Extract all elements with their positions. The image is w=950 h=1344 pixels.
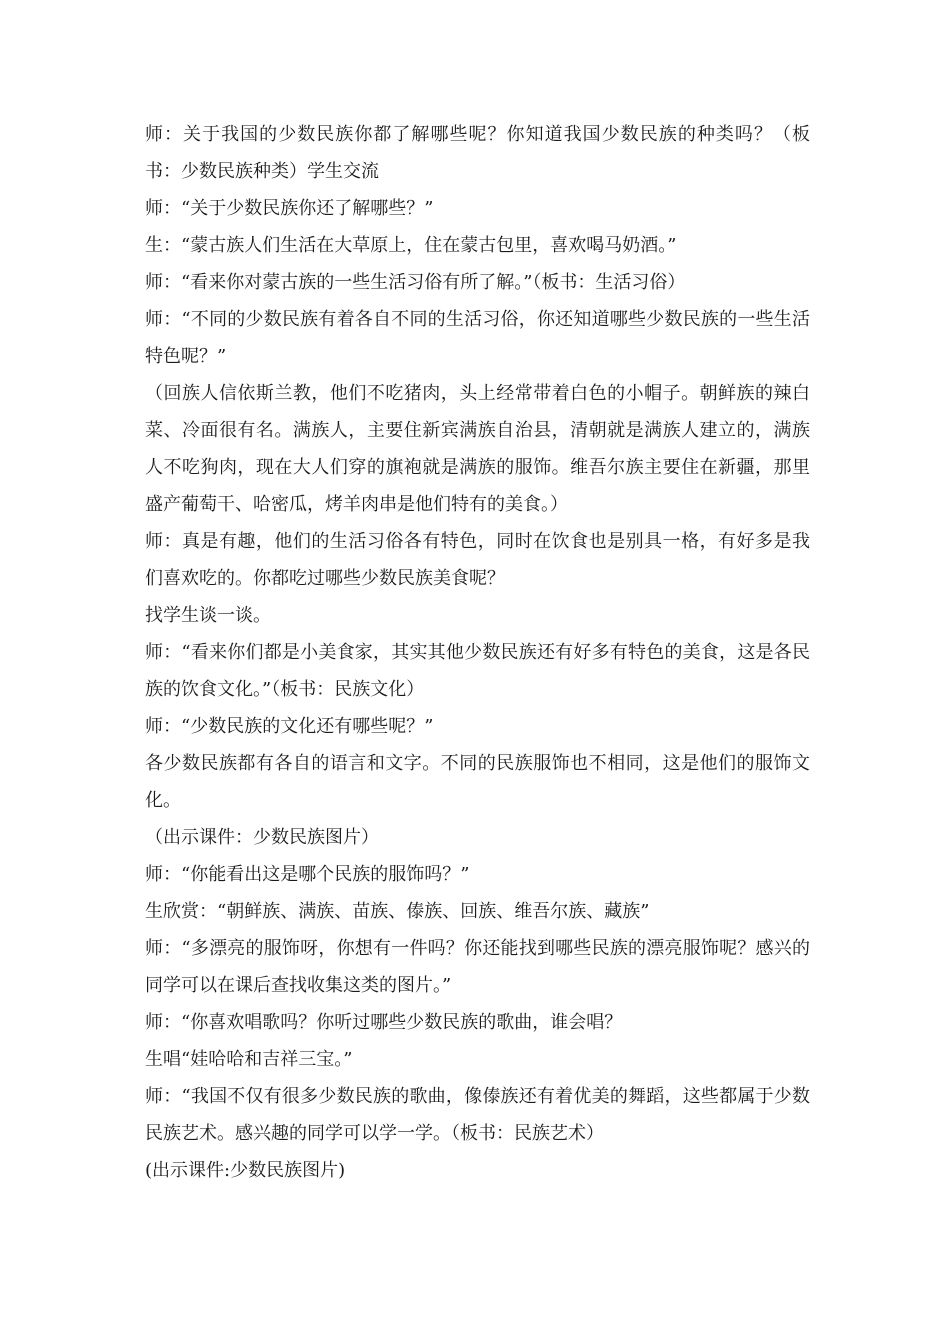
paragraph-show-slides-2: (出示课件:少数民族图片) bbox=[145, 1160, 346, 1181]
paragraph-teacher-question-minorities: 师：关于我国的少数民族你都了解哪些呢？你知道我国少数民族的种类吗？（板书：少数民族种类）学生交流 bbox=[145, 124, 810, 182]
paragraph-language-clothing: 各少数民族都有各自的语言和文字。不同的民族服饰也不相同，这是他们的服饰文化。 bbox=[145, 753, 810, 811]
document-body bbox=[145, 116, 810, 1189]
paragraph-student-talk: 找学生谈一谈。 bbox=[145, 605, 271, 626]
paragraph-teacher-songs: 师：“你喜欢唱歌吗？你听过哪些少数民族的歌曲，谁会唱？ bbox=[145, 1012, 623, 1033]
paragraph-teacher-clothing-question: 师：“你能看出这是哪个民族的服饰吗？” bbox=[145, 864, 470, 885]
paragraph-teacher-customs: 师：“看来你对蒙古族的一些生活习俗有所了解。”（板书：生活习俗） bbox=[145, 272, 686, 293]
paragraph-teacher-food: 师：真是有趣，他们的生活习俗各有特色，同时在饮食也是别具一格，有好多是我们喜欢吃的。你都吃过哪些少数民族美食呢？ bbox=[145, 531, 810, 589]
paragraph-teacher-art: 师：“我国不仅有很多少数民族的歌曲，像傣族还有着优美的舞蹈，这些都属于少数民族艺术。感兴趣的同学可以学一学。（板书：民族艺术） bbox=[145, 1086, 810, 1144]
paragraph-teacher-features: 师：“不同的少数民族有着各自不同的生活习俗，你还知道哪些少数民族的一些生活特色呢？” bbox=[145, 309, 810, 367]
paragraph-teacher-ask-more: 师：“关于少数民族你还了解哪些？” bbox=[145, 198, 434, 219]
paragraph-ethnic-examples: （回族人信依斯兰教，他们不吃猪肉，头上经常带着白色的小帽子。朝鲜族的辣白菜、冷面很有名。满族人，主要住新宾满族自治县，清朝就是满族人建立的，满族人不吃狗肉，现在大人们穿的旗袍就是满族的服饰。维吾尔族主要住在新疆，那里盛产葡萄干、哈密瓜，烤羊肉串是他们特有的美食。） bbox=[145, 383, 810, 515]
paragraph-student-sing: 生唱“娃哈哈和吉祥三宝。” bbox=[145, 1049, 353, 1070]
paragraph-teacher-clothing-comment: 师：“多漂亮的服饰呀，你想有一件吗？你还能找到哪些民族的漂亮服饰呢？感兴的同学可以在课后查找收集这类的图片。” bbox=[145, 938, 810, 996]
paragraph-student-appreciate: 生欣赏：“朝鲜族、满族、苗族、傣族、回族、维吾尔族、藏族” bbox=[145, 901, 650, 922]
paragraph-teacher-food-culture: 师：“看来你们都是小美食家，其实其他少数民族还有好多有特色的美食，这是各民族的饮食文化。”（板书：民族文化） bbox=[145, 642, 810, 700]
paragraph-student-mongolian: 生：“蒙古族人们生活在大草原上，住在蒙古包里，喜欢喝马奶酒。” bbox=[145, 235, 677, 256]
paragraph-show-slides-1: （出示课件：少数民族图片） bbox=[145, 827, 379, 848]
paragraph-teacher-culture-question: 师：“少数民族的文化还有哪些呢？” bbox=[145, 716, 434, 737]
